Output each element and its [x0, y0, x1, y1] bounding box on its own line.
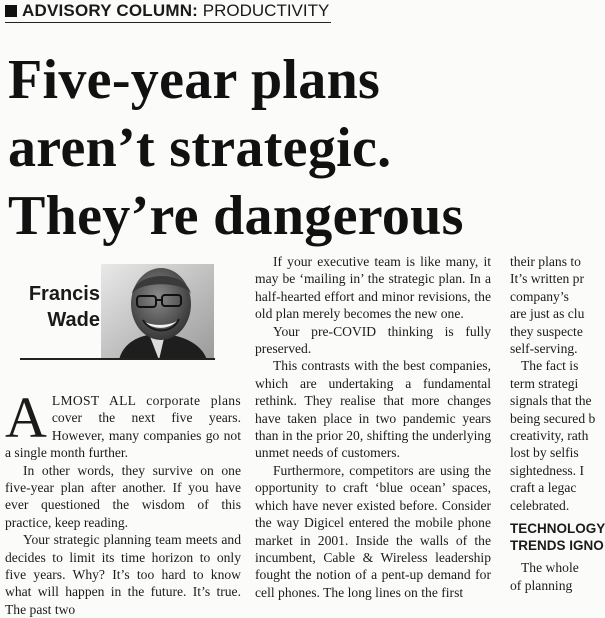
paragraph: If your executive team is like many, it may be ‘mailing in’ the strategic plan. In a half-hearted effort and minor revisions, the old plan merely becomes the new one. — [255, 254, 491, 322]
text-line: The whole — [521, 560, 579, 576]
article-column-1 — [5, 385, 241, 617]
square-bullet-icon — [5, 5, 17, 17]
text-line: are just as clu — [510, 306, 585, 322]
subheading-line: TRENDS IGNO — [510, 538, 604, 554]
article-column-3 — [510, 253, 605, 593]
lead-caps: LMOST ALL corporate plans — [51, 393, 241, 408]
headline-line-3: They’re dangerous — [8, 185, 464, 247]
paragraph: Your pre-COVID thinking is fully preserved. — [255, 323, 491, 357]
text-line: craft a legac — [510, 480, 577, 496]
headline-line-1: Five-year plans — [8, 49, 381, 111]
text-line: company’s — [510, 288, 569, 304]
subheading — [510, 520, 605, 554]
text-line: celebrated. — [510, 497, 570, 513]
headline-line-2: aren’t strategic. — [8, 117, 392, 179]
text-line: being secured b — [510, 410, 596, 426]
paragraph: In other words, they survive on one five-year plan after another. If you have ever questioned the wisdom of this practice, keep reading. — [5, 462, 241, 530]
byline-first-name: Francis — [28, 283, 100, 305]
text-line: creativity, rath — [510, 428, 589, 444]
text-line: The fact is — [521, 358, 579, 374]
kicker-section: ADVISORY COLUMN: — [22, 1, 199, 20]
text-line: term strategi — [510, 375, 579, 391]
byline — [18, 281, 100, 333]
article-column-2 — [255, 253, 491, 600]
text-line: their plans to — [510, 254, 581, 269]
text-line: sightedness. I — [510, 462, 585, 478]
text-line: signals that the — [510, 393, 592, 409]
text-line: It’s written pr — [510, 271, 584, 287]
kicker-topic: PRODUCTIVITY — [202, 1, 330, 20]
text-line: self-serving. — [510, 341, 578, 357]
paragraph: This contrasts with the best companies, which are undertaking a fundamental rethink. They realise that more changes have taken place in two pandemic years than in the prior 20, shifting the underlying unmet needs of customers. — [255, 358, 491, 461]
text-line: lost by selfis — [510, 445, 579, 461]
paragraph: Furthermore, competitors are using the opportunity to craft ‘blue ocean’ spaces, which have never existed before. Consider the way Digicel entered the mobile phone market in 2001. Inside the walls of the incumbent, Cable & Wireless leadership fought the notion of a pent-up demand for cell phones. The long lines on the first — [255, 462, 491, 600]
lead-paragraph — [5, 385, 241, 462]
lead-text: cover the next five years. However, many companies go not a single month further. — [5, 410, 241, 461]
byline-last-name: Wade — [47, 309, 100, 331]
paragraph: Your strategic planning team meets and decides to limit its time horizon to only five years. Why? It’s too hard to know what will happen in the future. It’s true. The past two — [5, 532, 241, 617]
author-photo — [101, 264, 214, 360]
drop-cap: A — [5, 385, 47, 450]
section-kicker — [5, 0, 331, 23]
subheading-line: TECHNOLOGY — [510, 521, 605, 537]
headline — [8, 46, 598, 250]
byline-rule — [20, 358, 215, 360]
text-line: they suspecte — [510, 323, 583, 339]
text-line: of planning — [510, 577, 573, 593]
